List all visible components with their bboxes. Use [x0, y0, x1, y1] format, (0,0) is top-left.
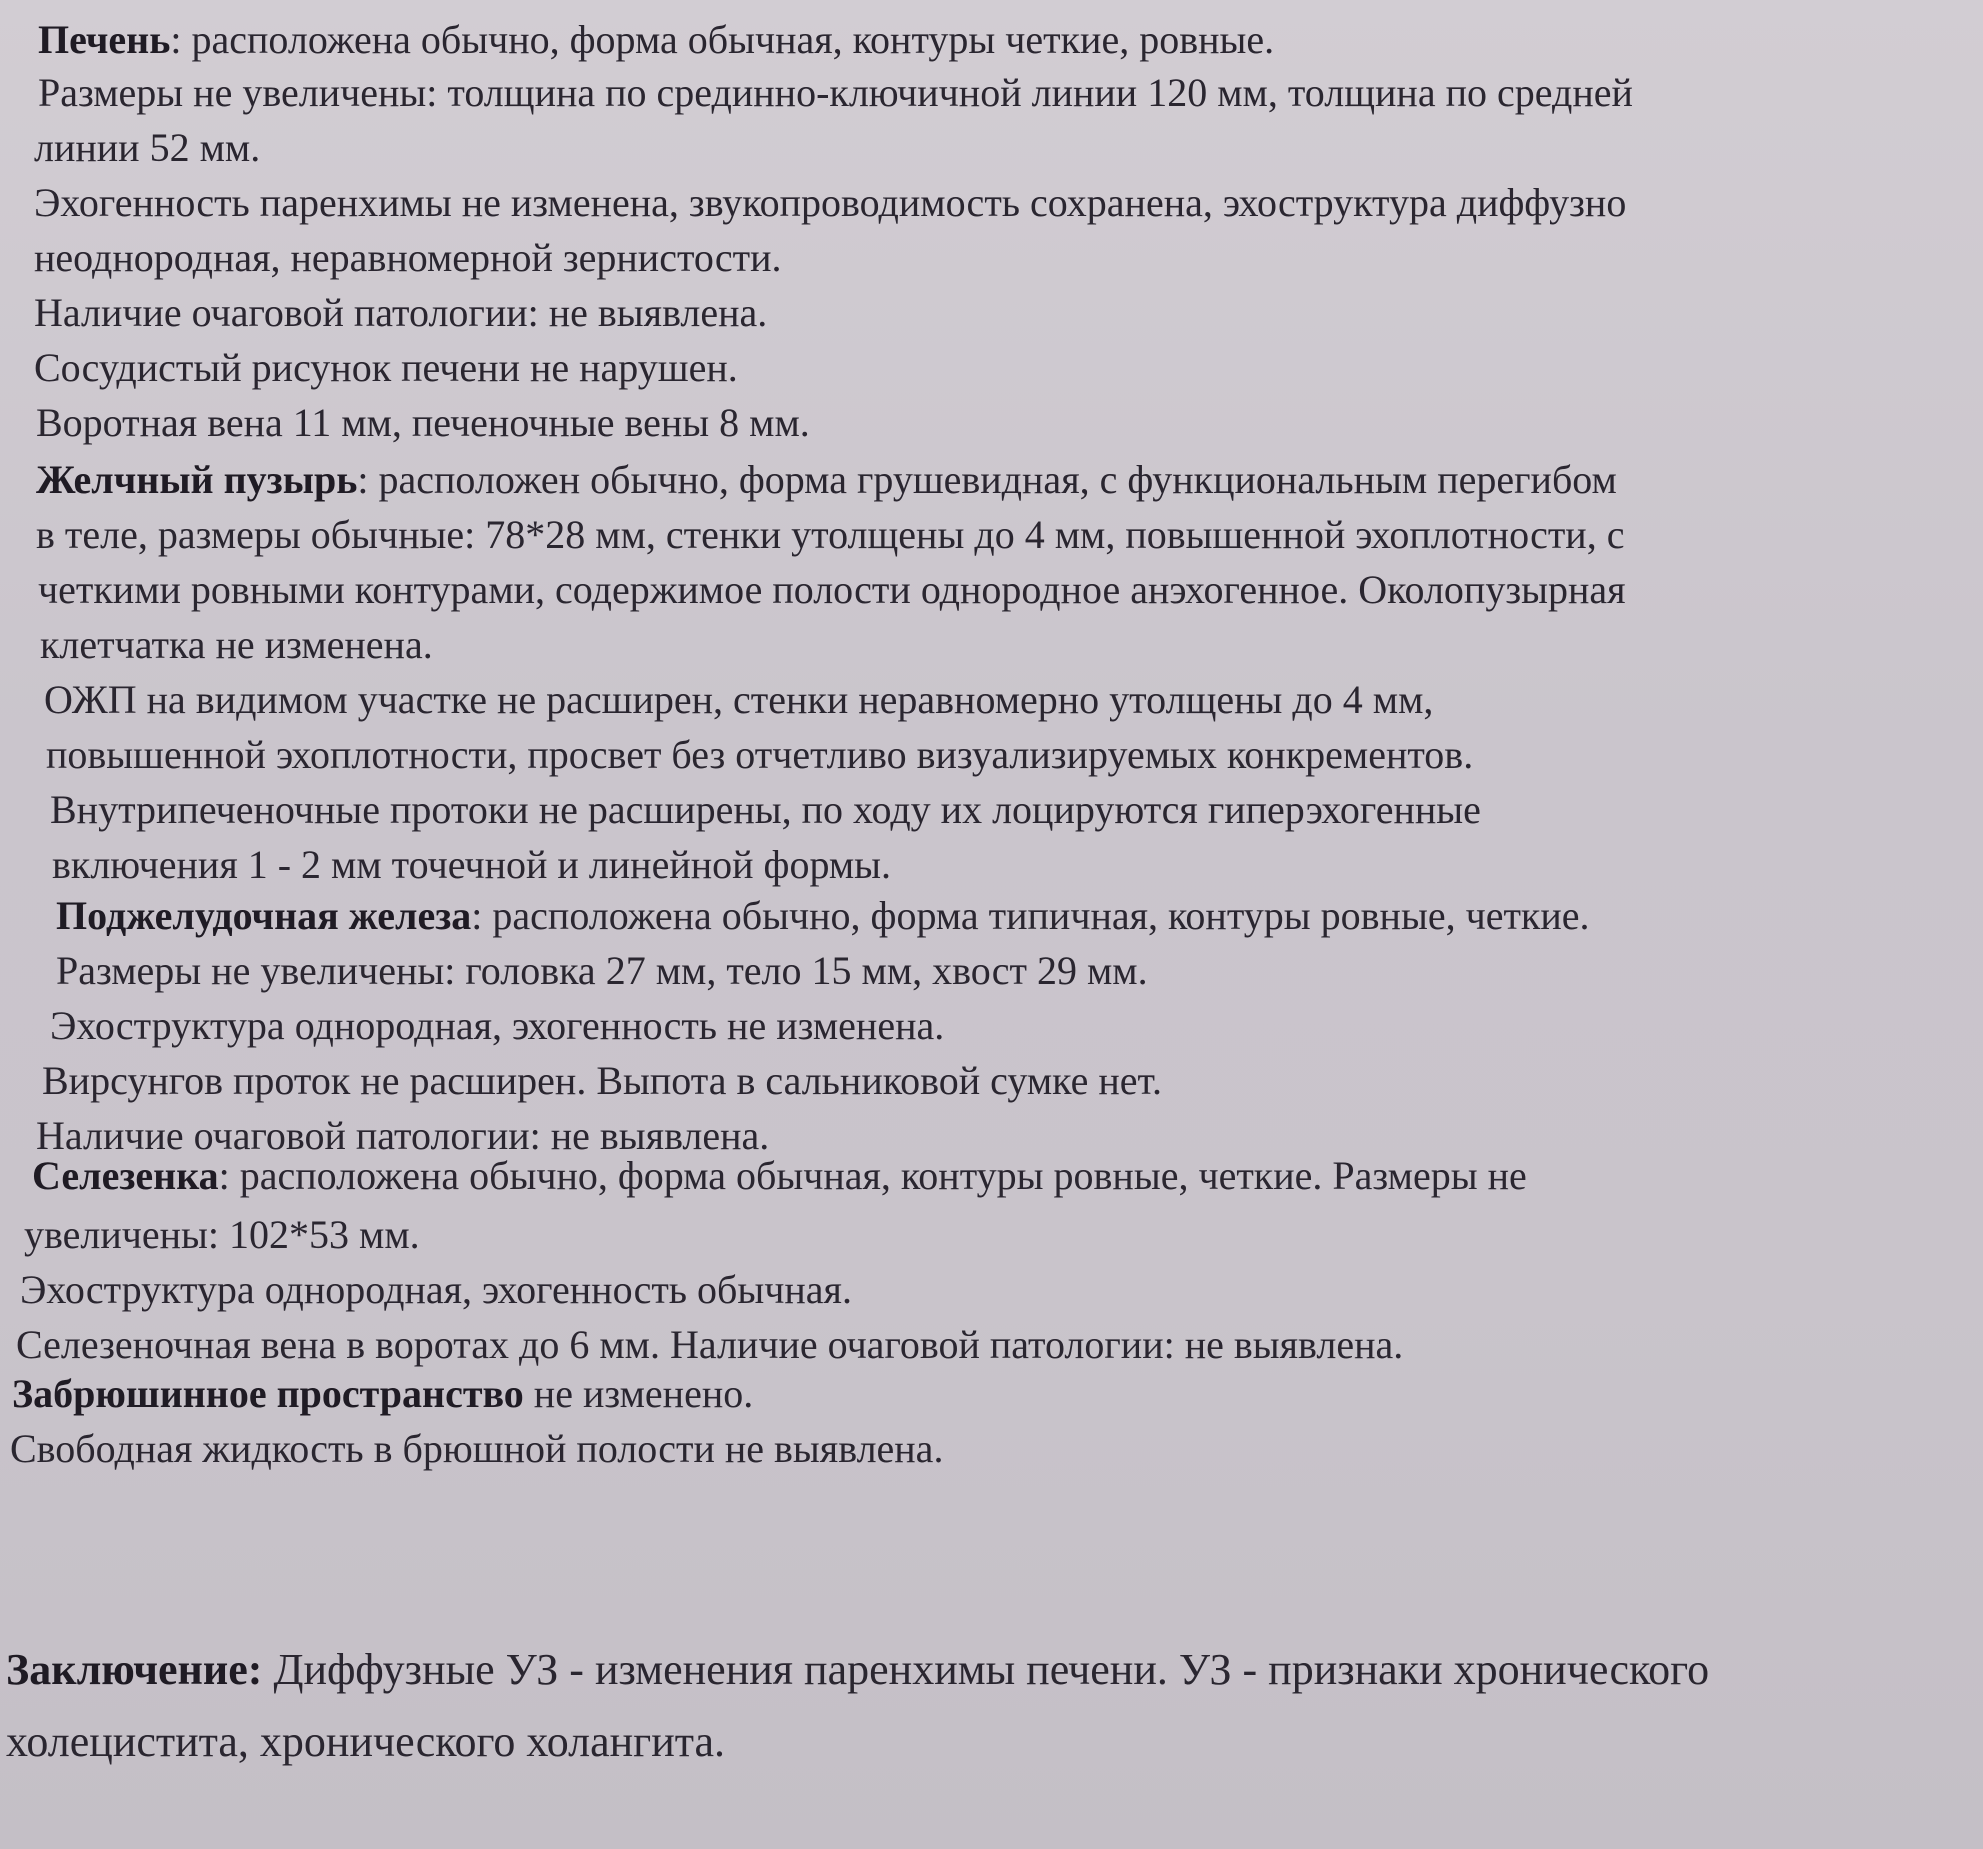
- spleen-heading: Селезенка: [32, 1153, 219, 1198]
- pancreas-line-3: Эхоструктура однородная, эхогенность не изменена.: [50, 1003, 945, 1048]
- ducts-line-2: повышенной эхоплотности, просвет без отчетливо визуализируемых конкрементов.: [46, 732, 1474, 777]
- pancreas-line-5: Наличие очаговой патологии: не выявлена.: [36, 1113, 770, 1158]
- liver-line-5: неоднородная, неравномерной зернистости.: [34, 235, 782, 280]
- gallbladder-line-4: клетчатка не изменена.: [40, 622, 433, 667]
- spleen-line-1: [0, 1148, 1960, 1203]
- ducts-line-3: Внутрипеченочные протоки не расширены, по ходу их лоцируются гиперэхогенные: [50, 787, 1481, 832]
- retroperitoneum-section: [0, 1366, 1960, 1476]
- liver-line-1-text: : расположена обычно, форма обычная, контуры четкие, ровные.: [170, 17, 1275, 62]
- pancreas-line-4: Вирсунгов проток не расширен. Выпота в сальниковой сумке нет.: [42, 1058, 1162, 1103]
- liver-line-7: Сосудистый рисунок печени не нарушен.: [34, 345, 738, 390]
- conclusion-line-2: холецистита, хронического холангита.: [6, 1717, 726, 1766]
- ducts-line-4: включения 1 - 2 мм точечной и линейной формы.: [52, 842, 892, 887]
- gallbladder-line-3: четкими ровными контурами, содержимое полости однородное анэхогенное. Околопузырная: [38, 567, 1626, 612]
- pancreas-section: [0, 888, 1960, 1163]
- liver-line-1: [0, 12, 1960, 67]
- pancreas-line-2: Размеры не увеличены: головка 27 мм, тело 15 мм, хвост 29 мм.: [56, 948, 1148, 993]
- gallbladder-heading: Желчный пузырь: [36, 457, 358, 502]
- conclusion-line-1: [0, 1634, 1960, 1706]
- retroperitoneum-line-1: [0, 1366, 1960, 1421]
- retroperitoneum-line-2: Свободная жидкость в брюшной полости не выявлена.: [10, 1426, 944, 1471]
- spleen-line-4: Селезеночная вена в воротах до 6 мм. Наличие очаговой патологии: не выявлена.: [16, 1322, 1404, 1367]
- liver-section: [0, 12, 1960, 450]
- pancreas-line-1-text: : расположена обычно, форма типичная, контуры ровные, четкие.: [471, 893, 1590, 938]
- pancreas-heading: Поджелудочная железа: [56, 893, 472, 938]
- liver-line-2: Размеры не увеличены: толщина по срединно-ключичной линии 120 мм, толщина по средней: [38, 70, 1633, 115]
- retroperitoneum-heading: Забрюшинное пространство: [12, 1371, 524, 1416]
- spleen-line-3: Эхоструктура однородная, эхогенность обычная.: [20, 1267, 852, 1312]
- gallbladder-line-1: [0, 452, 1960, 507]
- gallbladder-line-1-text: : расположен обычно, форма грушевидная, с функциональным перегибом: [357, 457, 1617, 502]
- liver-line-8: Воротная вена 11 мм, печеночные вены 8 мм.: [36, 400, 810, 445]
- spleen-line-2: увеличены: 102*53 мм.: [24, 1212, 420, 1257]
- conclusion-section: [0, 1634, 1960, 1778]
- liver-heading: Печень: [38, 17, 171, 62]
- liver-line-3: линии 52 мм.: [34, 125, 261, 170]
- ducts-line-1: ОЖП на видимом участке не расширен, стенки неравномерно утолщены до 4 мм,: [44, 677, 1434, 722]
- conclusion-line-1-text: Диффузные УЗ - изменения паренхимы печени. УЗ - признаки хронического: [262, 1645, 1710, 1694]
- spleen-section: [0, 1148, 1960, 1372]
- gallbladder-line-2: в теле, размеры обычные: 78*28 мм, стенки утолщены до 4 мм, повышенной эхоплотности, с: [36, 512, 1625, 557]
- spleen-line-1-text: : расположена обычно, форма обычная, контуры ровные, четкие. Размеры не: [218, 1153, 1527, 1198]
- retroperitoneum-line-1-text: не изменено.: [523, 1371, 754, 1416]
- liver-line-4: Эхогенность паренхимы не изменена, звукопроводимость сохранена, эхоструктура диффузно: [34, 180, 1627, 225]
- gallbladder-section: [0, 452, 1960, 672]
- pancreas-line-1: [0, 888, 1960, 943]
- bile-ducts-section: [0, 672, 1960, 892]
- liver-line-6: Наличие очаговой патологии: не выявлена.: [34, 290, 768, 335]
- conclusion-heading: Заключение:: [6, 1645, 263, 1694]
